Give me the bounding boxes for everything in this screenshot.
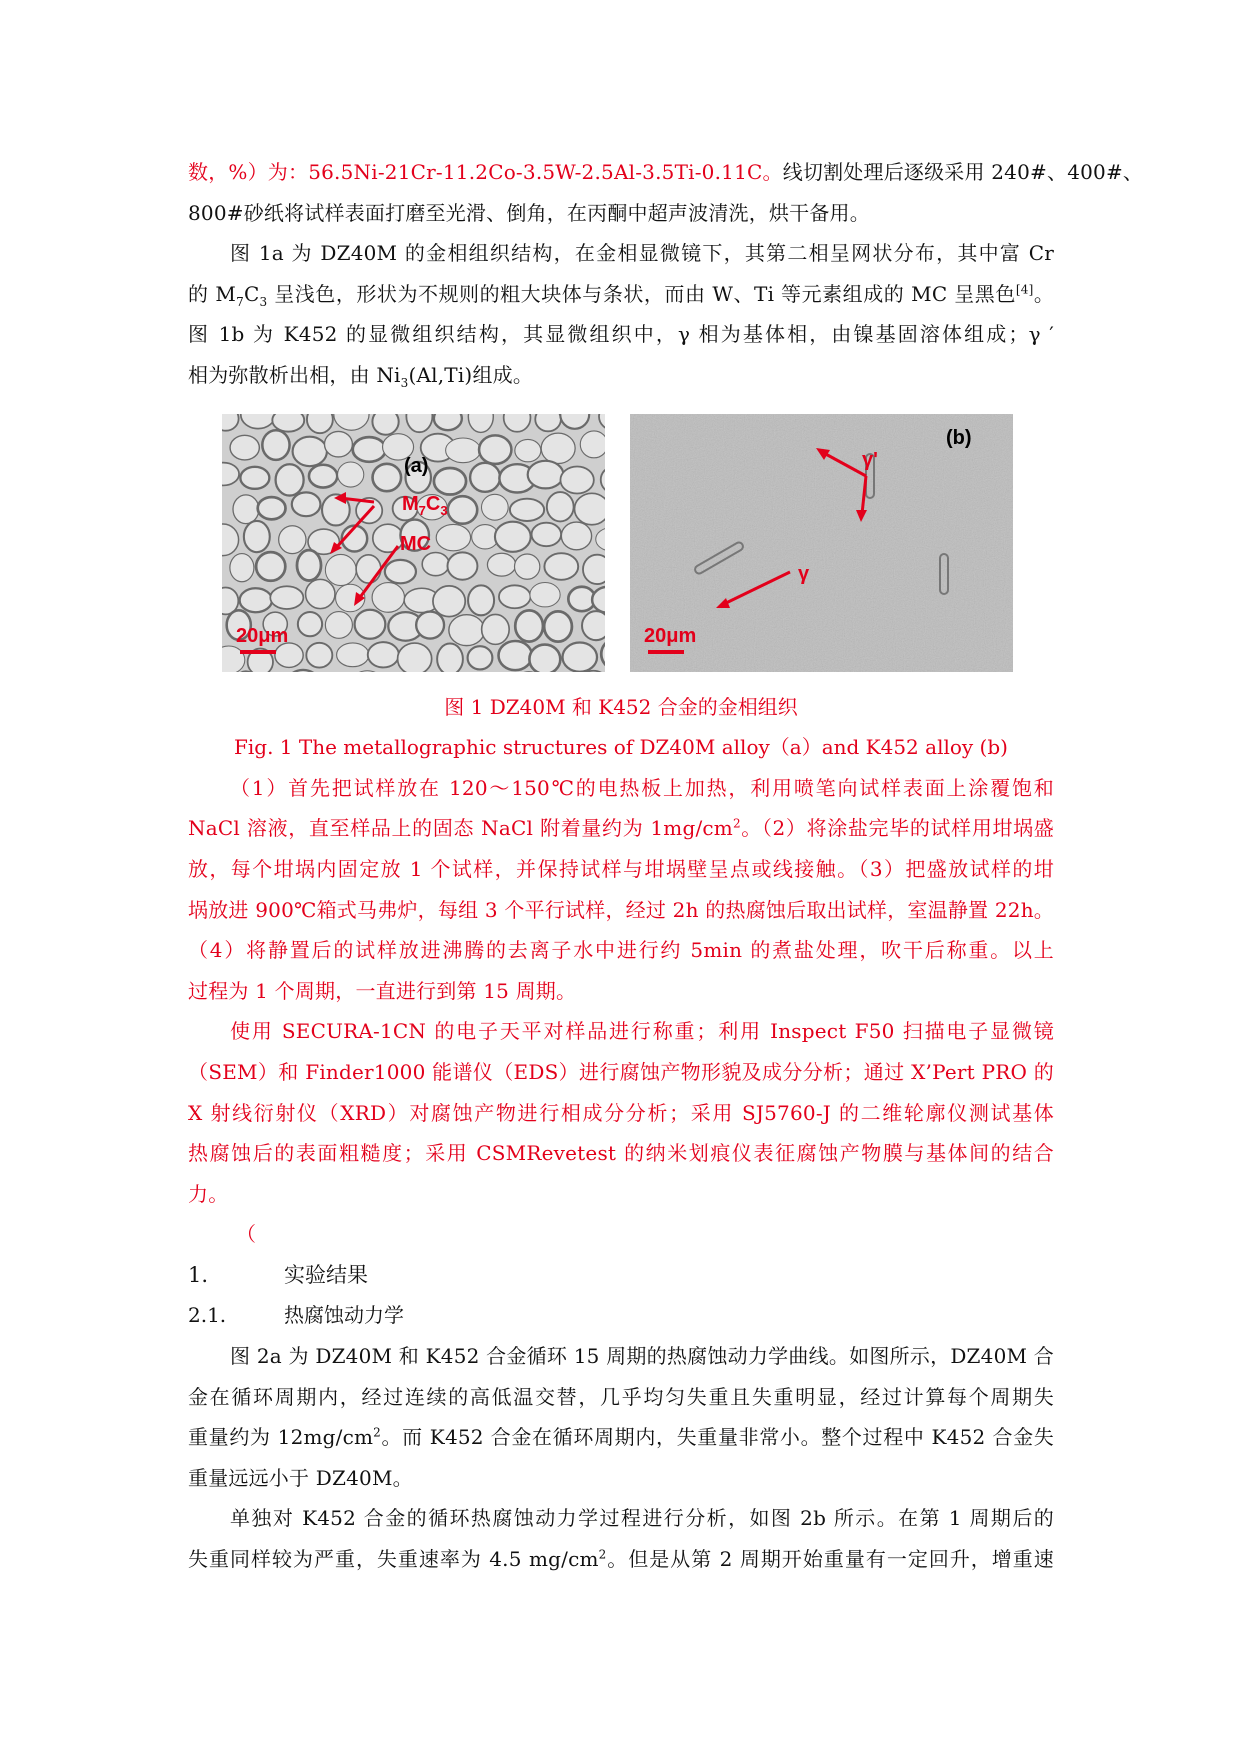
text-segment: 3 <box>400 375 409 390</box>
text-segment: 过程为 1 个周期，一直进行到第 15 周期。 <box>188 978 577 1003</box>
stray-bracket: （ <box>236 1222 256 1247</box>
paragraph-procedure <box>188 768 1054 1012</box>
paragraph-instruments <box>188 1011 1054 1214</box>
text-segment: 相为弥散析出相，由 Ni <box>188 362 401 387</box>
subsection-title: 热腐蚀动力学 <box>284 1303 404 1328</box>
annotation-m7c3: $M_7C_3$ <box>402 492 448 518</box>
text-line <box>188 193 1054 234</box>
micrograph-k452 <box>630 414 1013 672</box>
text-line <box>188 1336 1054 1377</box>
annotation-gamma: γ <box>798 562 810 585</box>
text-line <box>188 152 1144 193</box>
section-title: 实验结果 <box>284 1262 368 1287</box>
scale-bar-a <box>240 650 276 654</box>
text-segment: 热腐蚀后的表面粗糙度；采用 CSMRevetest 的纳米划痕仪表征腐蚀产物膜与基体间的结合 <box>188 1141 1054 1166</box>
text-segment: 重量远远小于 DZ40M。 <box>188 1465 413 1490</box>
text-segment: 数，%）为：56.5Ni-21Cr-11.2Co-3.5W-2.5Al-3.5Ti-0.11C。 <box>188 160 783 184</box>
text-segment: 。但是从第 2 周期开始重量有一定回升，增重速 <box>606 1547 1054 1572</box>
text-segment: 。（2）将涂盐完毕的试样用坩埚盛 <box>740 816 1054 841</box>
text-segment: 3 <box>259 294 268 309</box>
annotation-mc: MC <box>400 532 432 555</box>
text-line <box>188 768 1054 809</box>
scale-bar-label-a: 20μm <box>236 624 289 647</box>
text-line <box>188 1052 1054 1093</box>
annotation-gamma-prime: γ' <box>862 448 878 471</box>
panel-label-a: (a) <box>404 454 429 477</box>
subsection-number: 2.1. <box>188 1303 227 1328</box>
subsection-heading-kinetics <box>188 1295 1054 1336</box>
section-number: 1. <box>188 1262 209 1287</box>
text-segment: 力。 <box>188 1181 229 1206</box>
text-segment: 800#砂纸将试样表面打磨至光滑、倒角，在丙酮中超声波清洗，烘干备用。 <box>188 200 870 225</box>
text-segment: 单独对 K452 合金的循环热腐蚀动力学过程进行分析，如图 2b 所示。在第 1 周期后的 <box>230 1506 1054 1531</box>
text-segment: 图 1b 为 K452 的显微组织结构，其显微组织中，γ 相为基体相，由镍基固溶体组成；γ ′ <box>188 322 1054 347</box>
paragraph-fig1-description <box>188 233 1054 395</box>
text-segment: 重量约为 12mg/cm <box>188 1425 374 1450</box>
text-segment: 7 <box>236 294 244 309</box>
document-body <box>188 152 1144 1580</box>
micrograph-dz40m <box>222 414 605 672</box>
text-line <box>188 274 1054 315</box>
text-segment: 放，每个坩埚内固定放 1 个试样，并保持试样与坩埚壁呈点或线接触。（3）把盛放试样的坩 <box>188 856 1054 881</box>
text-segment: (Al,Ti)组成。 <box>408 362 534 387</box>
text-line <box>188 1539 1054 1580</box>
text-segment: 失重同样较为严重，失重速率为 4.5 mg/cm <box>188 1547 599 1572</box>
text-line <box>188 1458 1054 1499</box>
text-line <box>188 1174 1054 1215</box>
text-line <box>188 1377 1054 1418</box>
figure-1 <box>188 396 1054 687</box>
text-line <box>188 971 1054 1012</box>
text-line <box>188 849 1054 890</box>
scale-bar-label-b: 20μm <box>644 624 697 647</box>
text-line <box>188 314 1054 355</box>
text-segment: 2 <box>598 1547 607 1562</box>
text-segment: NaCl 溶液，直至样品上的固态 NaCl 附着量约为 1mg/cm <box>188 816 733 841</box>
text-line <box>188 233 1054 274</box>
paragraph-fig2b <box>188 1498 1054 1579</box>
text-segment: 金在循环周期内，经过连续的高低温交替，几乎均匀失重且失重明显，经过计算每个周期失 <box>188 1384 1054 1409</box>
text-segment: 的 M <box>188 281 237 306</box>
text-segment: 线切割处理后逐级采用 240#、400#、 <box>782 160 1144 184</box>
text-segment: 图 2a 为 DZ40M 和 K452 合金循环 15 周期的热腐蚀动力学曲线。如图所示，DZ40M 合 <box>230 1344 1054 1369</box>
text-segment: X 射线衍射仪（XRD）对腐蚀产物进行相成分分析；采用 SJ5760-J 的二维轮廓仪测试基体 <box>188 1100 1054 1125</box>
text-segment: （4）将静置后的试样放进沸腾的去离子水中进行约 5min 的煮盐处理，吹干后称重。以上 <box>188 938 1054 963</box>
text-segment: 。而 K452 合金在循环周期内，失重量非常小。整个过程中 K452 合金失 <box>381 1425 1054 1450</box>
text-line <box>188 1011 1054 1052</box>
scale-bar-b <box>648 650 684 654</box>
text-segment: 呈浅色，形状为不规则的粗大块体与条状，而由 W、Ti 等元素组成的 MC 呈黑色 <box>267 281 1016 306</box>
text-line <box>188 808 1054 849</box>
text-segment: [4] <box>1015 282 1034 297</box>
panel-label-b: (b) <box>946 426 972 449</box>
text-segment: 图 1a 为 DZ40M 的金相组织结构，在金相显微镜下，其第二相呈网状分布，其中富 Cr <box>230 241 1054 266</box>
text-segment: 。 <box>1033 281 1055 306</box>
text-segment: 2 <box>373 1425 382 1440</box>
text-segment: （1）首先把试样放在 120～150℃的电热板上加热，利用喷笔向试样表面上涂覆饱和 <box>230 775 1054 800</box>
text-line <box>188 1498 1054 1539</box>
section-heading-results <box>188 1255 1054 1296</box>
paragraph-materials <box>188 152 1144 233</box>
text-segment: 埚放进 900℃箱式马弗炉，每组 3 个平行试样，经过 2h 的热腐蚀后取出试样，室温静置 22h。 <box>188 897 1054 922</box>
text-segment: C <box>243 281 260 306</box>
text-segment: （SEM）和 Finder1000 能谱仪（EDS）进行腐蚀产物形貌及成分分析；通过 X’Pert PRO 的 <box>188 1059 1054 1084</box>
text-line <box>188 930 1054 971</box>
text-segment: 使用 SECURA-1CN 的电子天平对样品进行称重；利用 Inspect F50 扫描电子显微镜 <box>230 1019 1054 1044</box>
text-line <box>188 890 1054 931</box>
text-line <box>188 1093 1054 1134</box>
figure-caption-cn: 图 1 DZ40M 和 K452 合金的金相组织 <box>444 694 798 719</box>
text-line <box>188 1133 1054 1174</box>
text-line <box>188 355 1054 396</box>
text-line <box>188 1417 1054 1458</box>
paragraph-fig2a <box>188 1336 1054 1498</box>
text-segment: 2 <box>732 816 741 831</box>
figure-caption-en: Fig. 1 The metallographic structures of DZ40M alloy（a）and K452 alloy (b) <box>234 735 1008 760</box>
